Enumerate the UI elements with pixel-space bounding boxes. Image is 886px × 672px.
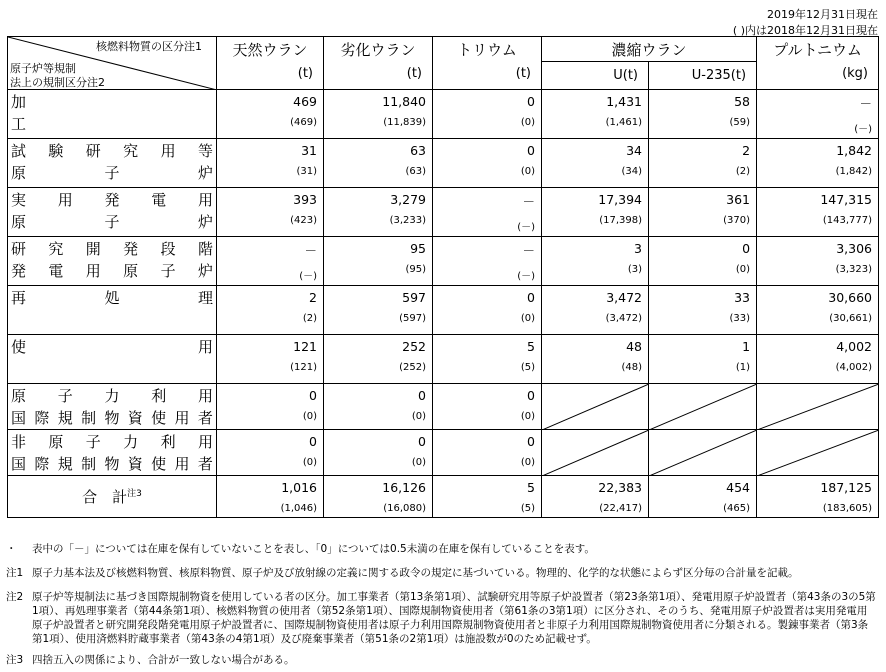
table-row: [8, 430, 879, 476]
previous-value: (3): [627, 264, 642, 275]
current-value: 121: [293, 339, 317, 354]
current-value: 2: [309, 290, 317, 305]
current-value: 469: [293, 94, 317, 109]
previous-value: (11,839): [383, 117, 426, 128]
previous-value: (0): [302, 457, 317, 468]
value-cell: [542, 139, 649, 188]
previous-value: (2): [735, 166, 751, 177]
value-cell: [757, 188, 879, 237]
current-value: 147,315: [820, 192, 873, 207]
value-cell: [324, 286, 433, 335]
value-cell: [217, 188, 324, 237]
not-applicable-cell: [649, 384, 757, 430]
total-cell: 5 (5): [433, 476, 542, 518]
current-value: 0: [309, 434, 317, 449]
current-value: 11,840: [382, 94, 426, 109]
value-cell: [324, 237, 433, 286]
row-label: [8, 286, 217, 335]
current-value: 0: [527, 143, 535, 158]
col-plutonium: プルトニウム (kg): [757, 37, 879, 90]
previous-value: (121): [290, 362, 317, 373]
row-label-line: 国 際 規 制 物 資 使 用 者: [11, 409, 213, 427]
current-value: 30,660: [828, 290, 873, 305]
current-value: 3: [634, 241, 642, 256]
current-value: 0: [527, 94, 535, 109]
total-cell: 22,383 (22,417): [542, 476, 649, 518]
value-cell: [542, 237, 649, 286]
previous-value: (469): [290, 117, 317, 128]
diagonal-line: [757, 430, 879, 476]
previous-date-note: ( )内は2018年12月31日現在: [732, 24, 878, 37]
diagonal-line: [649, 430, 757, 476]
value-cell: [217, 139, 324, 188]
current-value: 0: [309, 388, 317, 403]
previous-value: (30,661): [829, 313, 873, 324]
row-label-line: 原 子 炉: [11, 164, 213, 182]
table-row: [8, 384, 879, 430]
row-label-line: 研 究 開 発 段 階: [11, 240, 213, 258]
current-value: 0: [527, 388, 535, 403]
value-cell: [433, 188, 542, 237]
current-value: －: [522, 194, 535, 209]
current-value: －: [859, 96, 873, 111]
current-value: 4,002: [836, 339, 873, 354]
diagonal-line: [542, 430, 649, 476]
value-cell: [542, 90, 649, 139]
value-cell: [324, 384, 433, 430]
value-cell: [217, 237, 324, 286]
previous-value: (－): [517, 222, 535, 233]
current-value: 48: [626, 339, 642, 354]
corner-header: [8, 37, 217, 90]
value-cell: [433, 335, 542, 384]
value-cell: [649, 335, 757, 384]
col-thorium: トリウム (t): [433, 37, 542, 90]
current-value: 1: [742, 339, 751, 354]
previous-value: (423): [290, 215, 317, 226]
value-cell: [433, 139, 542, 188]
current-value: 0: [418, 434, 426, 449]
current-value: 2: [742, 143, 751, 158]
previous-value: (33): [729, 313, 751, 324]
as-of-date: 2019年12月31日現在: [767, 8, 878, 21]
current-value: 3,472: [606, 290, 642, 305]
current-value: 0: [527, 434, 535, 449]
row-label: [8, 188, 217, 237]
previous-value: (－): [299, 271, 317, 282]
previous-value: (48): [621, 362, 642, 373]
previous-value: (0): [520, 117, 535, 128]
previous-value: (59): [729, 117, 751, 128]
current-value: 17,394: [598, 192, 642, 207]
value-cell: [433, 384, 542, 430]
previous-value: (31): [296, 166, 317, 177]
value-cell: [433, 430, 542, 476]
current-value: 58: [734, 94, 751, 109]
previous-value: (0): [411, 457, 426, 468]
previous-value: (252): [399, 362, 426, 373]
previous-value: (17,398): [599, 215, 642, 226]
row-label-line: 工: [11, 115, 27, 133]
row-label-line: 使 用: [11, 338, 213, 356]
row-label: [8, 335, 217, 384]
value-cell: [757, 286, 879, 335]
current-value: 0: [418, 388, 426, 403]
previous-value: (0): [411, 411, 426, 422]
current-value: 0: [742, 241, 751, 256]
value-cell: [324, 430, 433, 476]
value-cell: [217, 286, 324, 335]
value-cell: [217, 335, 324, 384]
value-cell: [757, 237, 879, 286]
previous-value: (143,777): [822, 215, 873, 226]
total-cell: 187,125 (183,605): [757, 476, 879, 518]
previous-value: (370): [723, 215, 751, 226]
not-applicable-cell: [757, 430, 879, 476]
current-value: 3,279: [390, 192, 426, 207]
value-cell: [324, 188, 433, 237]
value-cell: [757, 90, 879, 139]
total-cell: 454 (465): [649, 476, 757, 518]
note-1: 注1 原子力基本法及び核燃料物質、核原料物質、原子炉及び放射線の定義に関する政令の規定に基づいている。物理的、化学的な状態によらず区分毎の合計量を記載。: [6, 567, 799, 579]
previous-value: (0): [735, 264, 751, 275]
current-value: 3,306: [836, 241, 873, 256]
corner-regulation-label-2: 法上の規制区分注2: [10, 76, 105, 89]
row-label-line: 発 電 用 原 子 炉: [11, 262, 213, 280]
value-cell: [542, 188, 649, 237]
total-row: [8, 476, 879, 518]
current-value: 5: [527, 339, 535, 354]
diagonal-line: [542, 384, 649, 430]
table-row: [8, 188, 879, 237]
previous-value: (0): [520, 166, 535, 177]
col-enriched-uranium: 濃縮ウラン: [542, 37, 757, 62]
previous-value: (3,472): [605, 313, 642, 324]
previous-value: (0): [520, 457, 535, 468]
corner-regulation-label-1: 原子炉等規制: [10, 62, 76, 75]
previous-value: (0): [520, 313, 535, 324]
total-cell: 16,126 (16,080): [324, 476, 433, 518]
previous-value: (34): [621, 166, 642, 177]
previous-value: (1,842): [835, 166, 873, 177]
current-value: 1,842: [836, 143, 873, 158]
current-value: 33: [734, 290, 751, 305]
value-cell: [324, 335, 433, 384]
row-label: [8, 384, 217, 430]
previous-value: (5): [520, 362, 535, 373]
previous-value: (－): [854, 124, 873, 135]
current-value: 63: [410, 143, 426, 158]
value-cell: [649, 90, 757, 139]
current-value: －: [522, 243, 535, 258]
table-row: [8, 237, 879, 286]
current-value: 34: [626, 143, 642, 158]
row-label-line: 非 原 子 力 利 用: [11, 433, 213, 451]
previous-value: (－): [517, 271, 535, 282]
corner-material-label: 核燃料物質の区分注1: [96, 40, 202, 53]
table-row: [8, 286, 879, 335]
value-cell: [324, 139, 433, 188]
row-label-line: 実 用 発 電 用: [11, 191, 213, 209]
row-label-line: 加: [11, 93, 27, 111]
row-label: [8, 237, 217, 286]
value-cell: [649, 139, 757, 188]
inventory-table: [7, 36, 879, 518]
row-label: [8, 139, 217, 188]
value-cell: [542, 335, 649, 384]
previous-value: (2): [302, 313, 317, 324]
row-label: [8, 430, 217, 476]
value-cell: [542, 286, 649, 335]
not-applicable-cell: [542, 430, 649, 476]
col-enriched-u235: U-235(t): [649, 62, 757, 90]
previous-value: (95): [405, 264, 426, 275]
diagonal-line: [757, 384, 879, 430]
not-applicable-cell: [542, 384, 649, 430]
previous-value: (0): [520, 411, 535, 422]
previous-value: (597): [399, 313, 426, 324]
value-cell: [649, 188, 757, 237]
row-label-line: 国 際 規 制 物 資 使 用 者: [11, 455, 213, 473]
not-applicable-cell: [757, 384, 879, 430]
value-cell: [757, 139, 879, 188]
current-value: 1,431: [606, 94, 642, 109]
not-applicable-cell: [649, 430, 757, 476]
current-value: 252: [402, 339, 426, 354]
previous-value: (0): [302, 411, 317, 422]
row-label: [8, 90, 217, 139]
current-value: 393: [293, 192, 317, 207]
note-dash: ・ 表中の「－」については在庫を保有していないことを表し、「0」については0.5未満の在庫を保有していることを表す。: [6, 543, 595, 555]
table-row: [8, 90, 879, 139]
row-label-line: 再 処 理: [11, 289, 213, 307]
table-row: [8, 335, 879, 384]
previous-value: (4,002): [835, 362, 873, 373]
value-cell: [217, 90, 324, 139]
diagonal-line: [649, 384, 757, 430]
row-label-line: 試 験 研 究 用 等: [11, 142, 213, 160]
previous-value: (1,461): [605, 117, 642, 128]
current-value: 361: [726, 192, 751, 207]
row-label-line: 原 子 炉: [11, 213, 213, 231]
col-enriched-u: U(t): [542, 62, 649, 90]
row-label-line: 原 子 力 利 用: [11, 387, 213, 405]
current-value: 95: [410, 241, 426, 256]
col-natural-uranium: 天然ウラン (t): [217, 37, 324, 90]
note-2: 注2 原子炉等規制法に基づき国際規制物資を使用している者の区分。加工事業者（第13条第1項）、試験研究用等原子炉設置者（第23条第1項）、発電用原子炉設置者（第43条の3の5第1項）、再処理事業者（第44条第1項）、核燃料物質の使用者（第52条第1項）、国際規制物資使用者（第61条の3第1項）に区分され、そのうち、発電用原子炉設置者は実用発電用原子炉設置者と研究開発段階発電用原子炉設置者に、国際規制物資使用者は原子力利用国際規制物資使用者と非原子力利用国際規制物資使用者に分類される。製錬事業者（第3条第1項）、使用済燃料貯蔵事業者（第43条の4第1項）及び廃棄事業者（第51条の2第1項）は施設数が0のため記載せず。: [6, 591, 876, 645]
total-label: 合 計$^{注3}$: [8, 476, 217, 518]
col-depleted-uranium: 劣化ウラン (t): [324, 37, 433, 90]
value-cell: [217, 430, 324, 476]
previous-value: (3,233): [389, 215, 426, 226]
value-cell: [433, 237, 542, 286]
value-cell: [433, 286, 542, 335]
current-value: 597: [402, 290, 426, 305]
value-cell: [757, 335, 879, 384]
current-value: 31: [301, 143, 317, 158]
value-cell: [649, 237, 757, 286]
table-row: [8, 139, 879, 188]
total-cell: 1,016 (1,046): [217, 476, 324, 518]
value-cell: [217, 384, 324, 430]
value-cell: [649, 286, 757, 335]
current-value: 0: [527, 290, 535, 305]
current-value: －: [304, 243, 317, 258]
value-cell: [324, 90, 433, 139]
value-cell: [433, 90, 542, 139]
note-3: 注3 四捨五入の関係により、合計が一致しない場合がある。: [6, 654, 295, 666]
previous-value: (1): [735, 362, 751, 373]
previous-value: (63): [405, 166, 426, 177]
previous-value: (3,323): [835, 264, 873, 275]
